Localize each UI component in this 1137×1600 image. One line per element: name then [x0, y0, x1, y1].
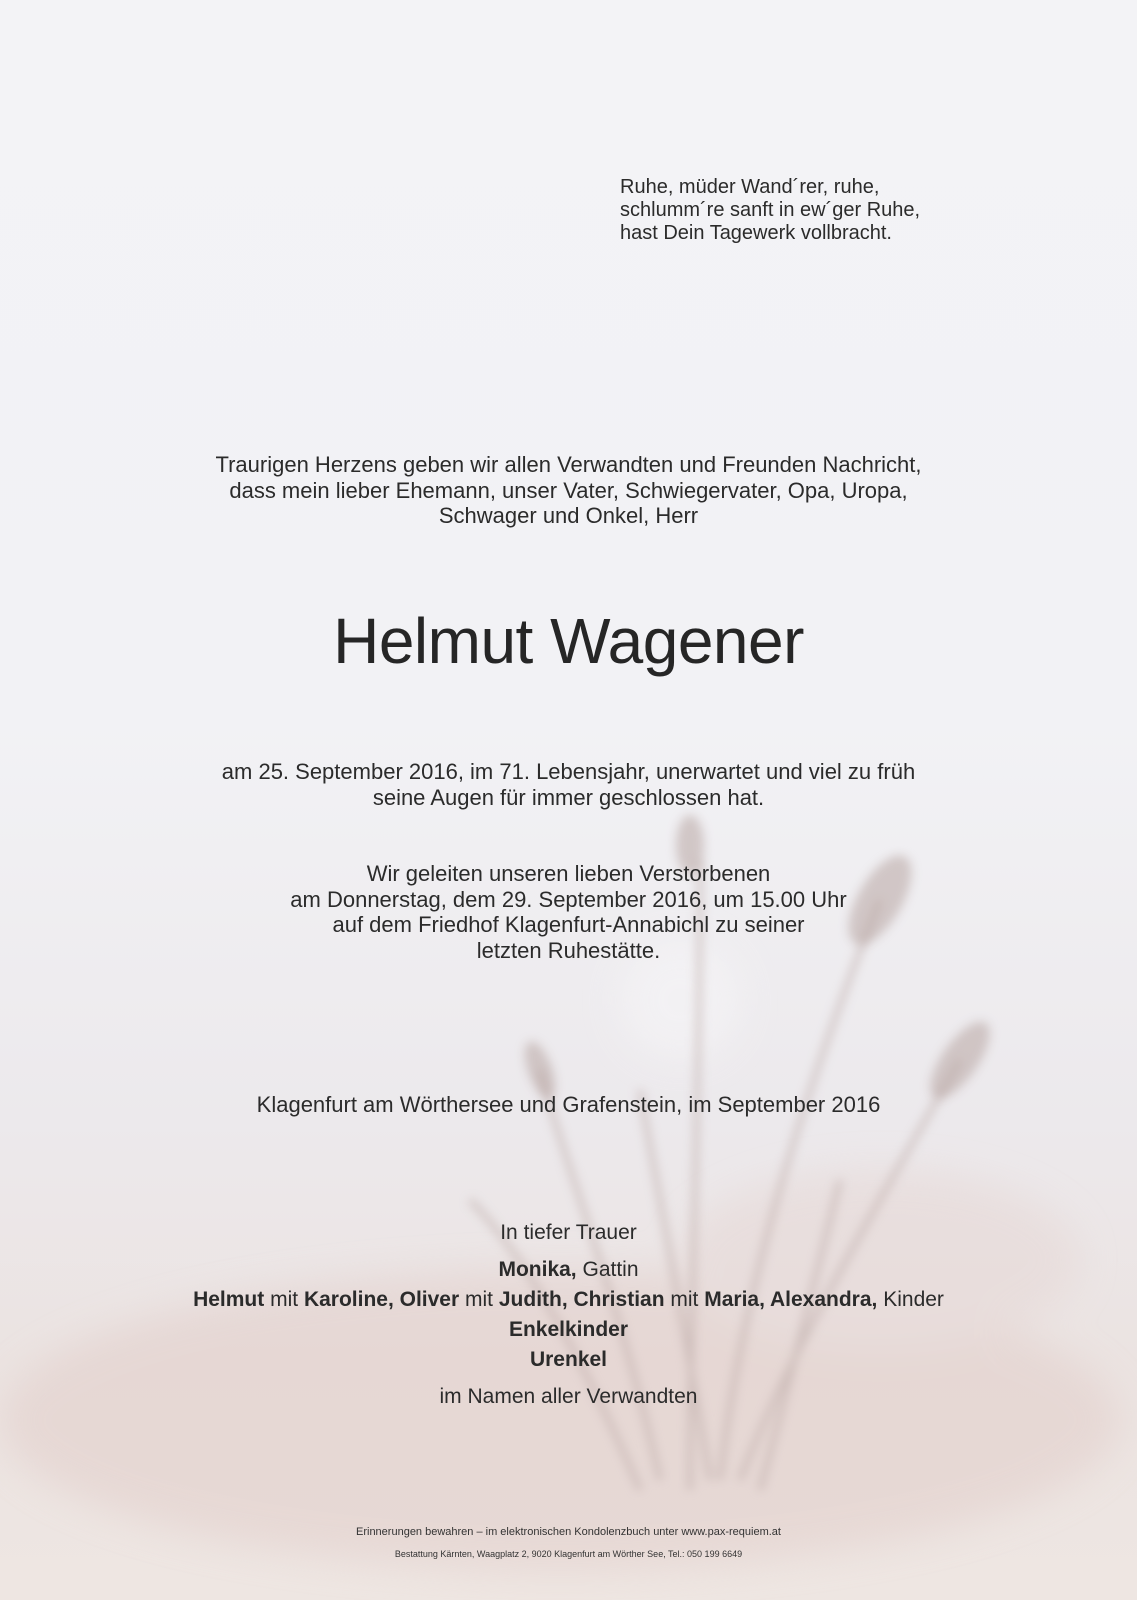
- poem: [620, 176, 920, 245]
- funeral-line: auf dem Friedhof Klagenfurt-Annabichl zu seiner: [332, 912, 805, 937]
- great-grandchildren: Urenkel: [529, 1348, 608, 1371]
- intro-line: Traurigen Herzens geben wir allen Verwandten und Freunden Nachricht,: [215, 452, 922, 477]
- footer-address: Bestattung Kärnten, Waagplatz 2, 9020 Klagenfurt am Wörther See, Tel.: 050 199 6649: [394, 1549, 743, 1559]
- intro-text: [0, 452, 1137, 529]
- funeral-line: am Donnerstag, dem 29. September 2016, um 15.00 Uhr: [290, 886, 847, 912]
- mourners: [0, 1218, 1137, 1412]
- intro-line: dass mein lieber Ehemann, unser Vater, Schwiegervater, Opa, Uropa,: [229, 477, 908, 503]
- connector: mit: [270, 1288, 299, 1311]
- child-name: Helmut: [193, 1288, 265, 1311]
- children-line: [0, 1285, 1137, 1315]
- child-name: Karoline, Oliver: [303, 1288, 460, 1311]
- spouse-name: Monika,: [498, 1258, 577, 1281]
- grandchildren: Enkelkinder: [508, 1318, 629, 1341]
- mourners-heading: In tiefer Trauer: [500, 1221, 637, 1244]
- child-name: Maria, Alexandra,: [704, 1288, 878, 1311]
- connector: mit: [670, 1288, 699, 1311]
- deceased-name: Helmut Wagener: [333, 605, 804, 677]
- connector: mit: [465, 1288, 494, 1311]
- funeral-line: letzten Ruhestätte.: [476, 937, 661, 963]
- death-notice-line: seine Augen für immer geschlossen hat.: [372, 784, 765, 810]
- closing-line: im Namen aller Verwandten: [439, 1385, 698, 1408]
- place-date: Klagenfurt am Wörthersee und Grafenstein, im September 2016: [256, 1092, 881, 1117]
- child-name: Judith, Christian: [498, 1288, 665, 1311]
- poem-line: Ruhe, müder Wand´rer, ruhe,: [620, 176, 880, 198]
- children-role: Kinder: [883, 1288, 944, 1311]
- poem-line: schlumm´re sanft in ew´ger Ruhe,: [620, 199, 921, 221]
- intro-line: Schwager und Onkel, Herr: [438, 503, 699, 528]
- funeral-info: [0, 861, 1137, 963]
- spouse-role: Gattin: [582, 1258, 639, 1281]
- death-notice: [0, 759, 1137, 810]
- spouse-line: [0, 1255, 1137, 1285]
- funeral-line: Wir geleiten unseren lieben Verstorbenen: [366, 861, 771, 886]
- poem-line: hast Dein Tagewerk vollbracht.: [620, 222, 892, 244]
- death-notice-line: am 25. September 2016, im 71. Lebensjahr, unerwartet und viel zu früh: [221, 759, 916, 784]
- footer-condolence: Erinnerungen bewahren – im elektronischen Kondolenzbuch unter www.pax-requiem.at: [356, 1526, 781, 1538]
